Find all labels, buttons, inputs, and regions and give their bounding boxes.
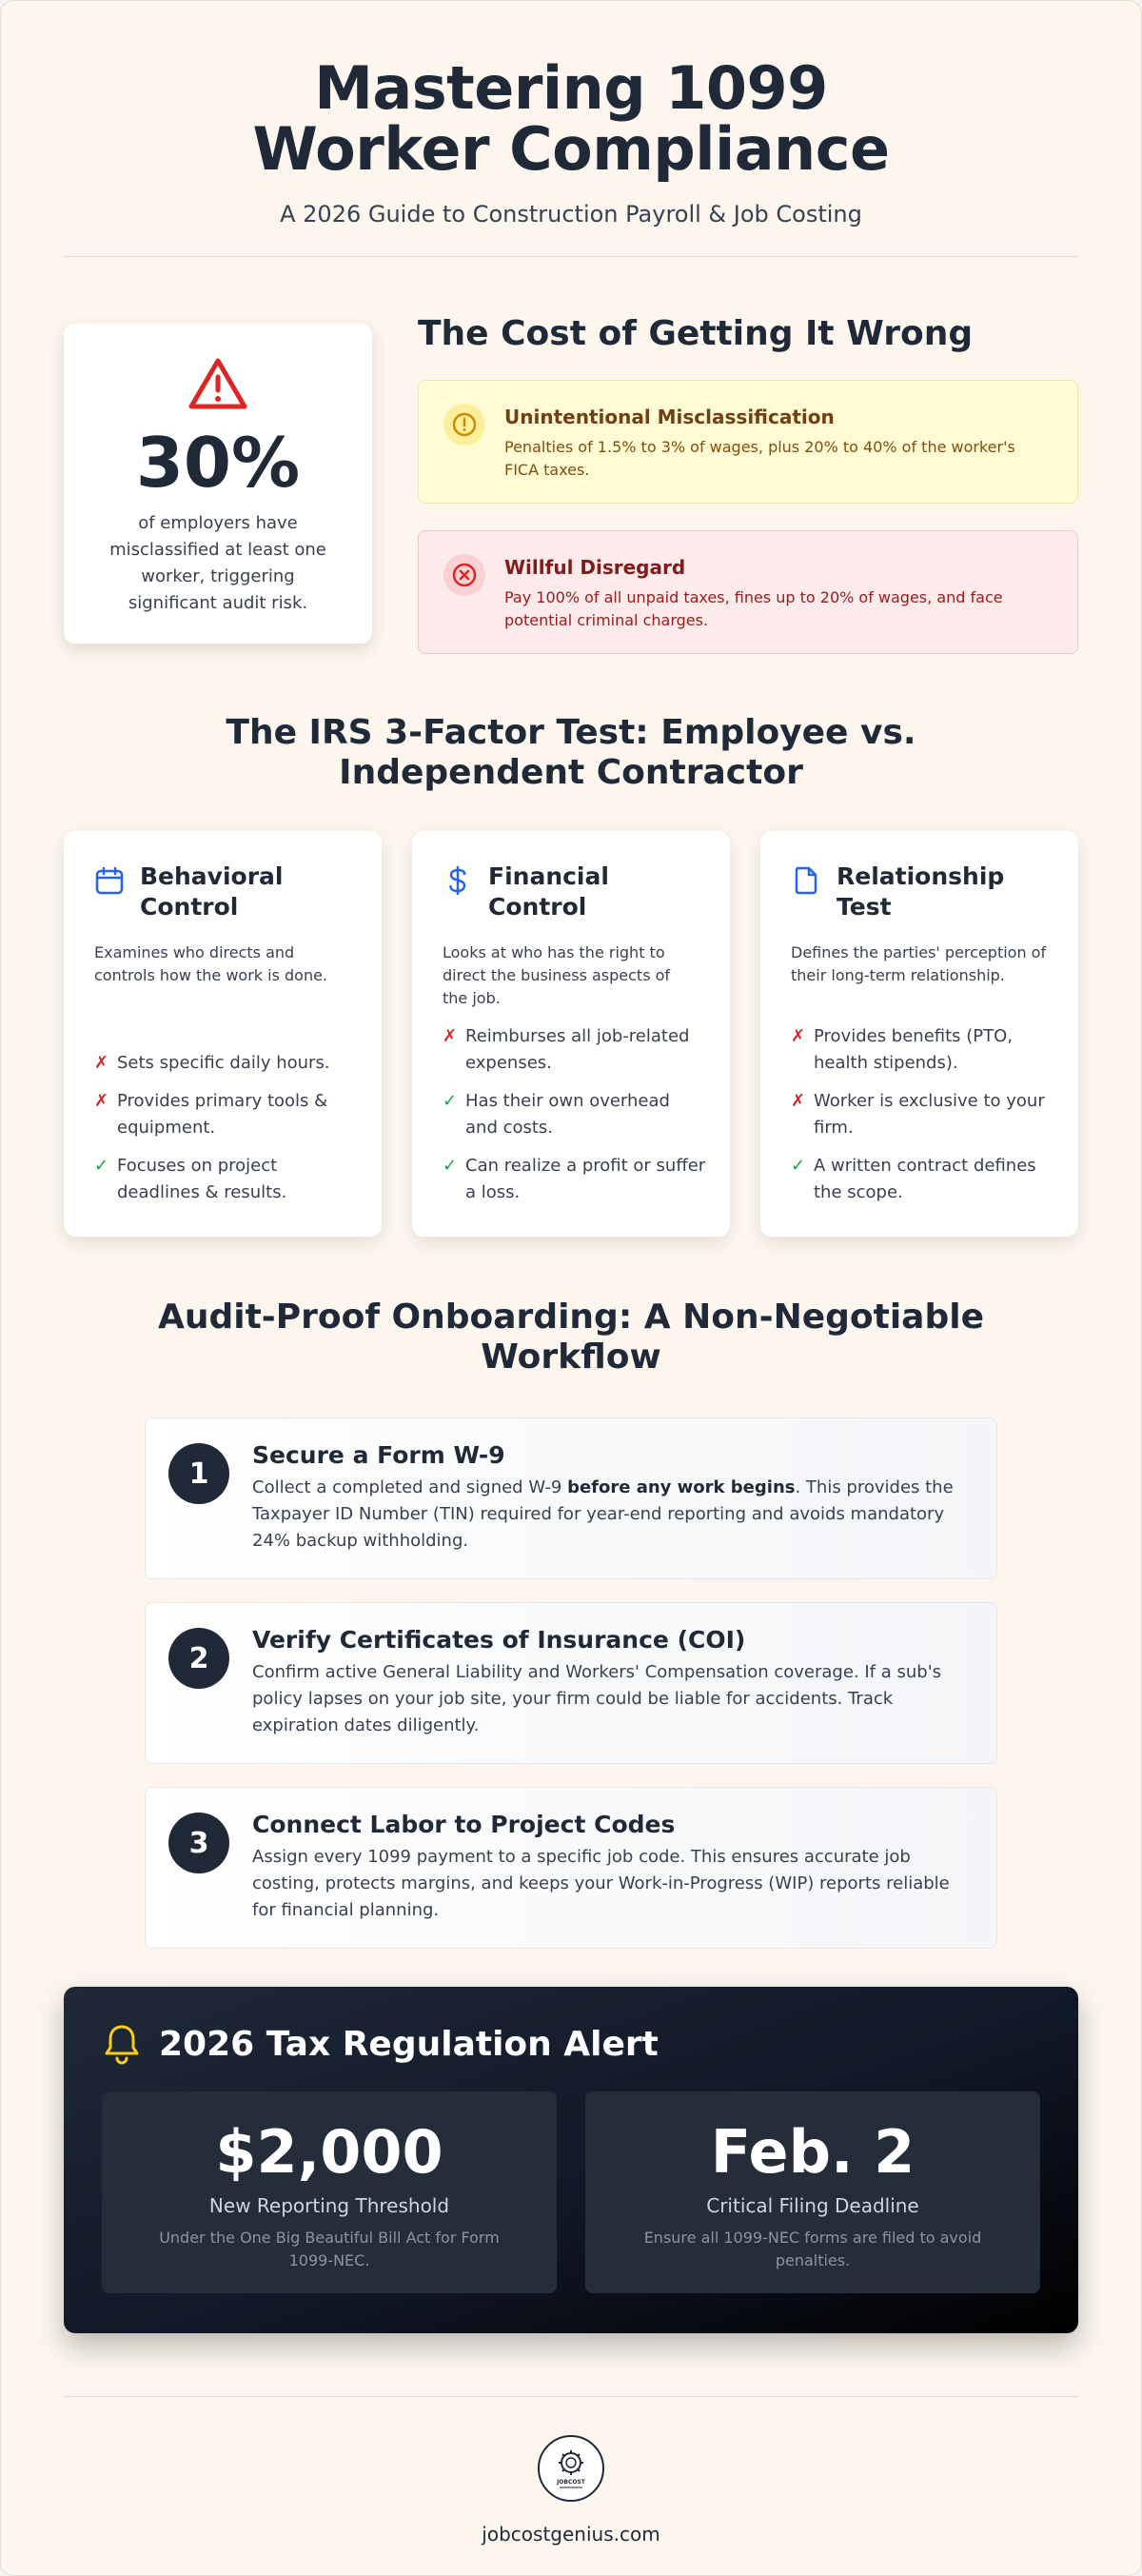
- factor-desc: Defines the parties' perception of their long-term relationship.: [791, 943, 1047, 984]
- factor-cards: [64, 831, 1078, 1237]
- factor-list: [443, 1012, 707, 1206]
- header: [64, 1, 1078, 257]
- threshold-label: New Reporting Threshold: [208, 2194, 450, 2217]
- check-mark-icon: ✓: [94, 1156, 109, 1176]
- page-subtitle: A 2026 Guide to Construction Payroll & Job Costing: [280, 201, 862, 228]
- jobcost-logo: [538, 2435, 604, 2502]
- document-icon: [791, 865, 821, 896]
- factor-name: Relationship Test: [837, 862, 1005, 921]
- alert-circle-icon: [443, 404, 485, 446]
- step-desc: Assign every 1099 payment to a specific job code. This ensures accurate job costing, protects margins, and keeps your Work-in-Progress (WIP) reports reliable for financial planning.: [252, 1847, 950, 1920]
- cost-details: [418, 314, 1078, 654]
- stat-card: [64, 324, 372, 644]
- factor-name: Financial Control: [488, 862, 609, 921]
- deadline-note: Ensure all 1099-NEC forms are filed to avoid penalties.: [643, 2229, 982, 2269]
- factor-card-relationship: [760, 831, 1078, 1237]
- workflow-steps: [145, 1417, 997, 1949]
- x-mark-icon: ✗: [791, 1026, 806, 1046]
- unintentional-alert: [418, 380, 1078, 504]
- list-item: ✗ Worker is exclusive to your firm.: [791, 1088, 1055, 1141]
- irs-test-title: The IRS 3-Factor Test: Employee vs. Independent Contractor: [226, 713, 916, 792]
- x-mark-icon: ✗: [443, 1026, 458, 1046]
- warning-icon: [187, 356, 248, 411]
- svg-text:JOBCOST: JOBCOST: [557, 2479, 585, 2486]
- threshold-note: Under the One Big Beautiful Bill Act for Form 1099-NEC.: [159, 2229, 500, 2269]
- step-number-badge: 1: [168, 1443, 229, 1504]
- tax-alert-panel: [64, 1987, 1078, 2333]
- factor-list: [791, 1012, 1055, 1206]
- footer-divider: [64, 2396, 1078, 2397]
- workflow-title: Audit-Proof Onboarding: A Non-Negotiable Workflow: [157, 1298, 984, 1377]
- cost-title: The Cost of Getting It Wrong: [418, 314, 974, 353]
- workflow-step-1: [145, 1417, 997, 1579]
- list-item: ✓ Has their own overhead and costs.: [443, 1088, 707, 1141]
- step-desc: Collect a completed and signed W-9 before any work begins. This provides the Taxpayer ID Number (TIN) required for year-end reporting and avoids mandatory 24% backup withholding.: [252, 1477, 954, 1551]
- list-item: ✓ A written contract defines the scope.: [791, 1153, 1055, 1206]
- list-item: ✗ Sets specific daily hours.: [94, 1050, 359, 1077]
- threshold-card: [102, 2091, 557, 2293]
- check-mark-icon: ✓: [443, 1091, 458, 1111]
- step-number-badge: 3: [168, 1813, 229, 1873]
- factor-desc: Examines who directs and controls how the work is done.: [94, 943, 328, 984]
- stat-text: of employers have misclassified at least one worker, triggering significant audit risk.: [109, 513, 326, 613]
- factor-card-behavioral: [64, 831, 382, 1237]
- willful-alert: [418, 530, 1078, 654]
- alert-desc: Penalties of 1.5% to 3% of wages, plus 20% to 40% of the worker's FICA taxes.: [504, 438, 1015, 479]
- list-item: ✗ Reimburses all job-related expenses.: [443, 1023, 707, 1077]
- page-title: Mastering 1099 Worker Compliance: [252, 53, 890, 184]
- calendar-icon: [94, 865, 125, 896]
- check-mark-icon: ✓: [791, 1156, 806, 1176]
- step-desc: Confirm active General Liability and Workers' Compensation coverage. If a sub's policy lapses on your job site, your firm could be liable for accidents. Track expiration dates diligently.: [252, 1662, 942, 1735]
- list-item: ✗ Provides benefits (PTO, health stipends).: [791, 1023, 1055, 1077]
- workflow-step-3: [145, 1787, 997, 1949]
- factor-list: [94, 1039, 359, 1206]
- check-mark-icon: ✓: [443, 1156, 458, 1176]
- x-mark-icon: ✗: [94, 1091, 109, 1111]
- deadline-value: Feb. 2: [710, 2117, 916, 2187]
- deadline-card: [585, 2091, 1040, 2293]
- website-link[interactable]: jobcostgenius.com: [482, 2523, 660, 2546]
- cost-section: [64, 314, 1078, 654]
- tax-alert-title: 2026 Tax Regulation Alert: [159, 2024, 659, 2064]
- deadline-label: Critical Filing Deadline: [706, 2194, 919, 2217]
- alert-desc: Pay 100% of all unpaid taxes, fines up to 20% of wages, and face potential criminal charges.: [504, 588, 1003, 629]
- stat-value: 30%: [135, 423, 301, 503]
- bell-icon: [102, 2023, 142, 2065]
- list-item: ✗ Provides primary tools & equipment.: [94, 1088, 359, 1141]
- factor-desc: Looks at who has the right to direct the business aspects of the job.: [443, 943, 671, 1007]
- alert-title: Willful Disregard: [504, 556, 686, 579]
- factor-card-financial: [412, 831, 730, 1237]
- x-circle-icon: [443, 554, 485, 596]
- x-mark-icon: ✗: [94, 1053, 109, 1073]
- dollar-icon: [443, 865, 473, 896]
- step-title: Secure a Form W-9: [252, 1441, 505, 1469]
- step-title: Verify Certificates of Insurance (COI): [252, 1626, 746, 1654]
- factor-name: Behavioral Control: [140, 862, 284, 921]
- alert-title: Unintentional Misclassification: [504, 406, 835, 428]
- x-mark-icon: ✗: [791, 1091, 806, 1111]
- list-item: ✓ Can realize a profit or suffer a loss.: [443, 1153, 707, 1206]
- threshold-value: $2,000: [215, 2117, 443, 2187]
- step-number-badge: 2: [168, 1628, 229, 1689]
- step-title: Connect Labor to Project Codes: [252, 1811, 676, 1838]
- workflow-step-2: [145, 1602, 997, 1764]
- footer: [64, 2435, 1078, 2546]
- list-item: ✓ Focuses on project deadlines & results.: [94, 1153, 359, 1206]
- header-divider: [64, 256, 1078, 257]
